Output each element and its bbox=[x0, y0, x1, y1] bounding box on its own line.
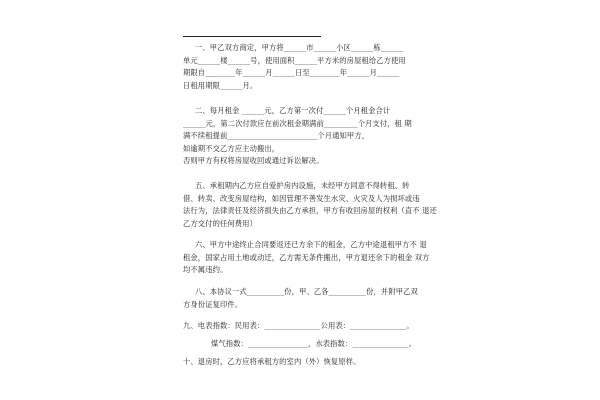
clause-8-line-2: 方身份证复印件。 bbox=[183, 299, 243, 309]
clause-2-line-3: 满不续租提前________________________个月通知甲方， bbox=[183, 131, 370, 141]
clause-5-line-3: 法行为，法律责任及经济损失由乙方承担，甲方有收回房屋的权利（直不 退还 bbox=[183, 206, 437, 216]
clause-5 bbox=[183, 180, 437, 230]
clause-5-line-4: 乙方交付的任何费用） bbox=[183, 218, 257, 228]
clause-2-line-5: 否则甲方有权将房屋收回或通过诉讼解决。 bbox=[183, 156, 324, 166]
clause-5-line-2: 借、转卖、改变房屋结构，如因管理不善发生水灾、火灾及人为损坏或违 bbox=[183, 193, 420, 203]
clause-1-line-4: 日租用期限______月。 bbox=[183, 80, 258, 90]
clause-8-line-1: 八、本协议一式__________份，甲、乙各__________份，并附甲乙双 bbox=[195, 287, 418, 296]
clause-9-cont bbox=[183, 338, 415, 351]
clause-10-line-1: 十、退房时，乙方应将承租方的室内（外）恢复原样。 bbox=[183, 357, 361, 366]
clause-9-line-1: 九、电表指数：民用表：_______________公用表：_______________。 bbox=[183, 321, 414, 330]
clause-1-line-2: 单元______楼______号，使用面积______平方米的房屋租给乙方使用 bbox=[183, 55, 406, 65]
clause-9-line-2: 煤气指数：________________，水表指数：_______________。 bbox=[211, 339, 416, 348]
clause-2-line-2: ______元，第二次付款应在前次租金期满前_________个月支付，租 期 bbox=[183, 118, 412, 128]
clause-2 bbox=[183, 105, 415, 168]
clause-6-line-1: 六、甲方中途终止合同要返还已方余下的租金，乙方中途退租甲方不 退 bbox=[195, 240, 427, 249]
clause-2-line-1: 二、每月租金 ______元，乙方第一次付______个月租金合计 bbox=[195, 106, 391, 115]
clause-1-line-1: 一、甲乙双方商定，甲方将______市______小区______栋______ bbox=[195, 43, 404, 52]
header-rule bbox=[183, 36, 321, 37]
clause-1 bbox=[183, 42, 415, 92]
clause-6-line-2: 租金，国家占用土地或动迁，乙方需无条件搬出，甲方退还余下的租金 双方 bbox=[183, 252, 430, 262]
clause-9 bbox=[183, 320, 415, 333]
clause-10 bbox=[183, 356, 415, 369]
clause-6 bbox=[183, 239, 430, 277]
clause-5-line-1: 五、承租期内乙方应自爱护房内设施，未经甲方同意不得转租、转 bbox=[195, 181, 410, 190]
clause-1-line-3: 期限自________年______月______日至________年______月______ bbox=[183, 68, 400, 78]
clause-6-line-3: 均不属违约。 bbox=[183, 265, 228, 275]
clause-2-line-4: 如逾期不交乙方应主动搬出， bbox=[183, 143, 280, 153]
clause-8 bbox=[183, 286, 418, 311]
